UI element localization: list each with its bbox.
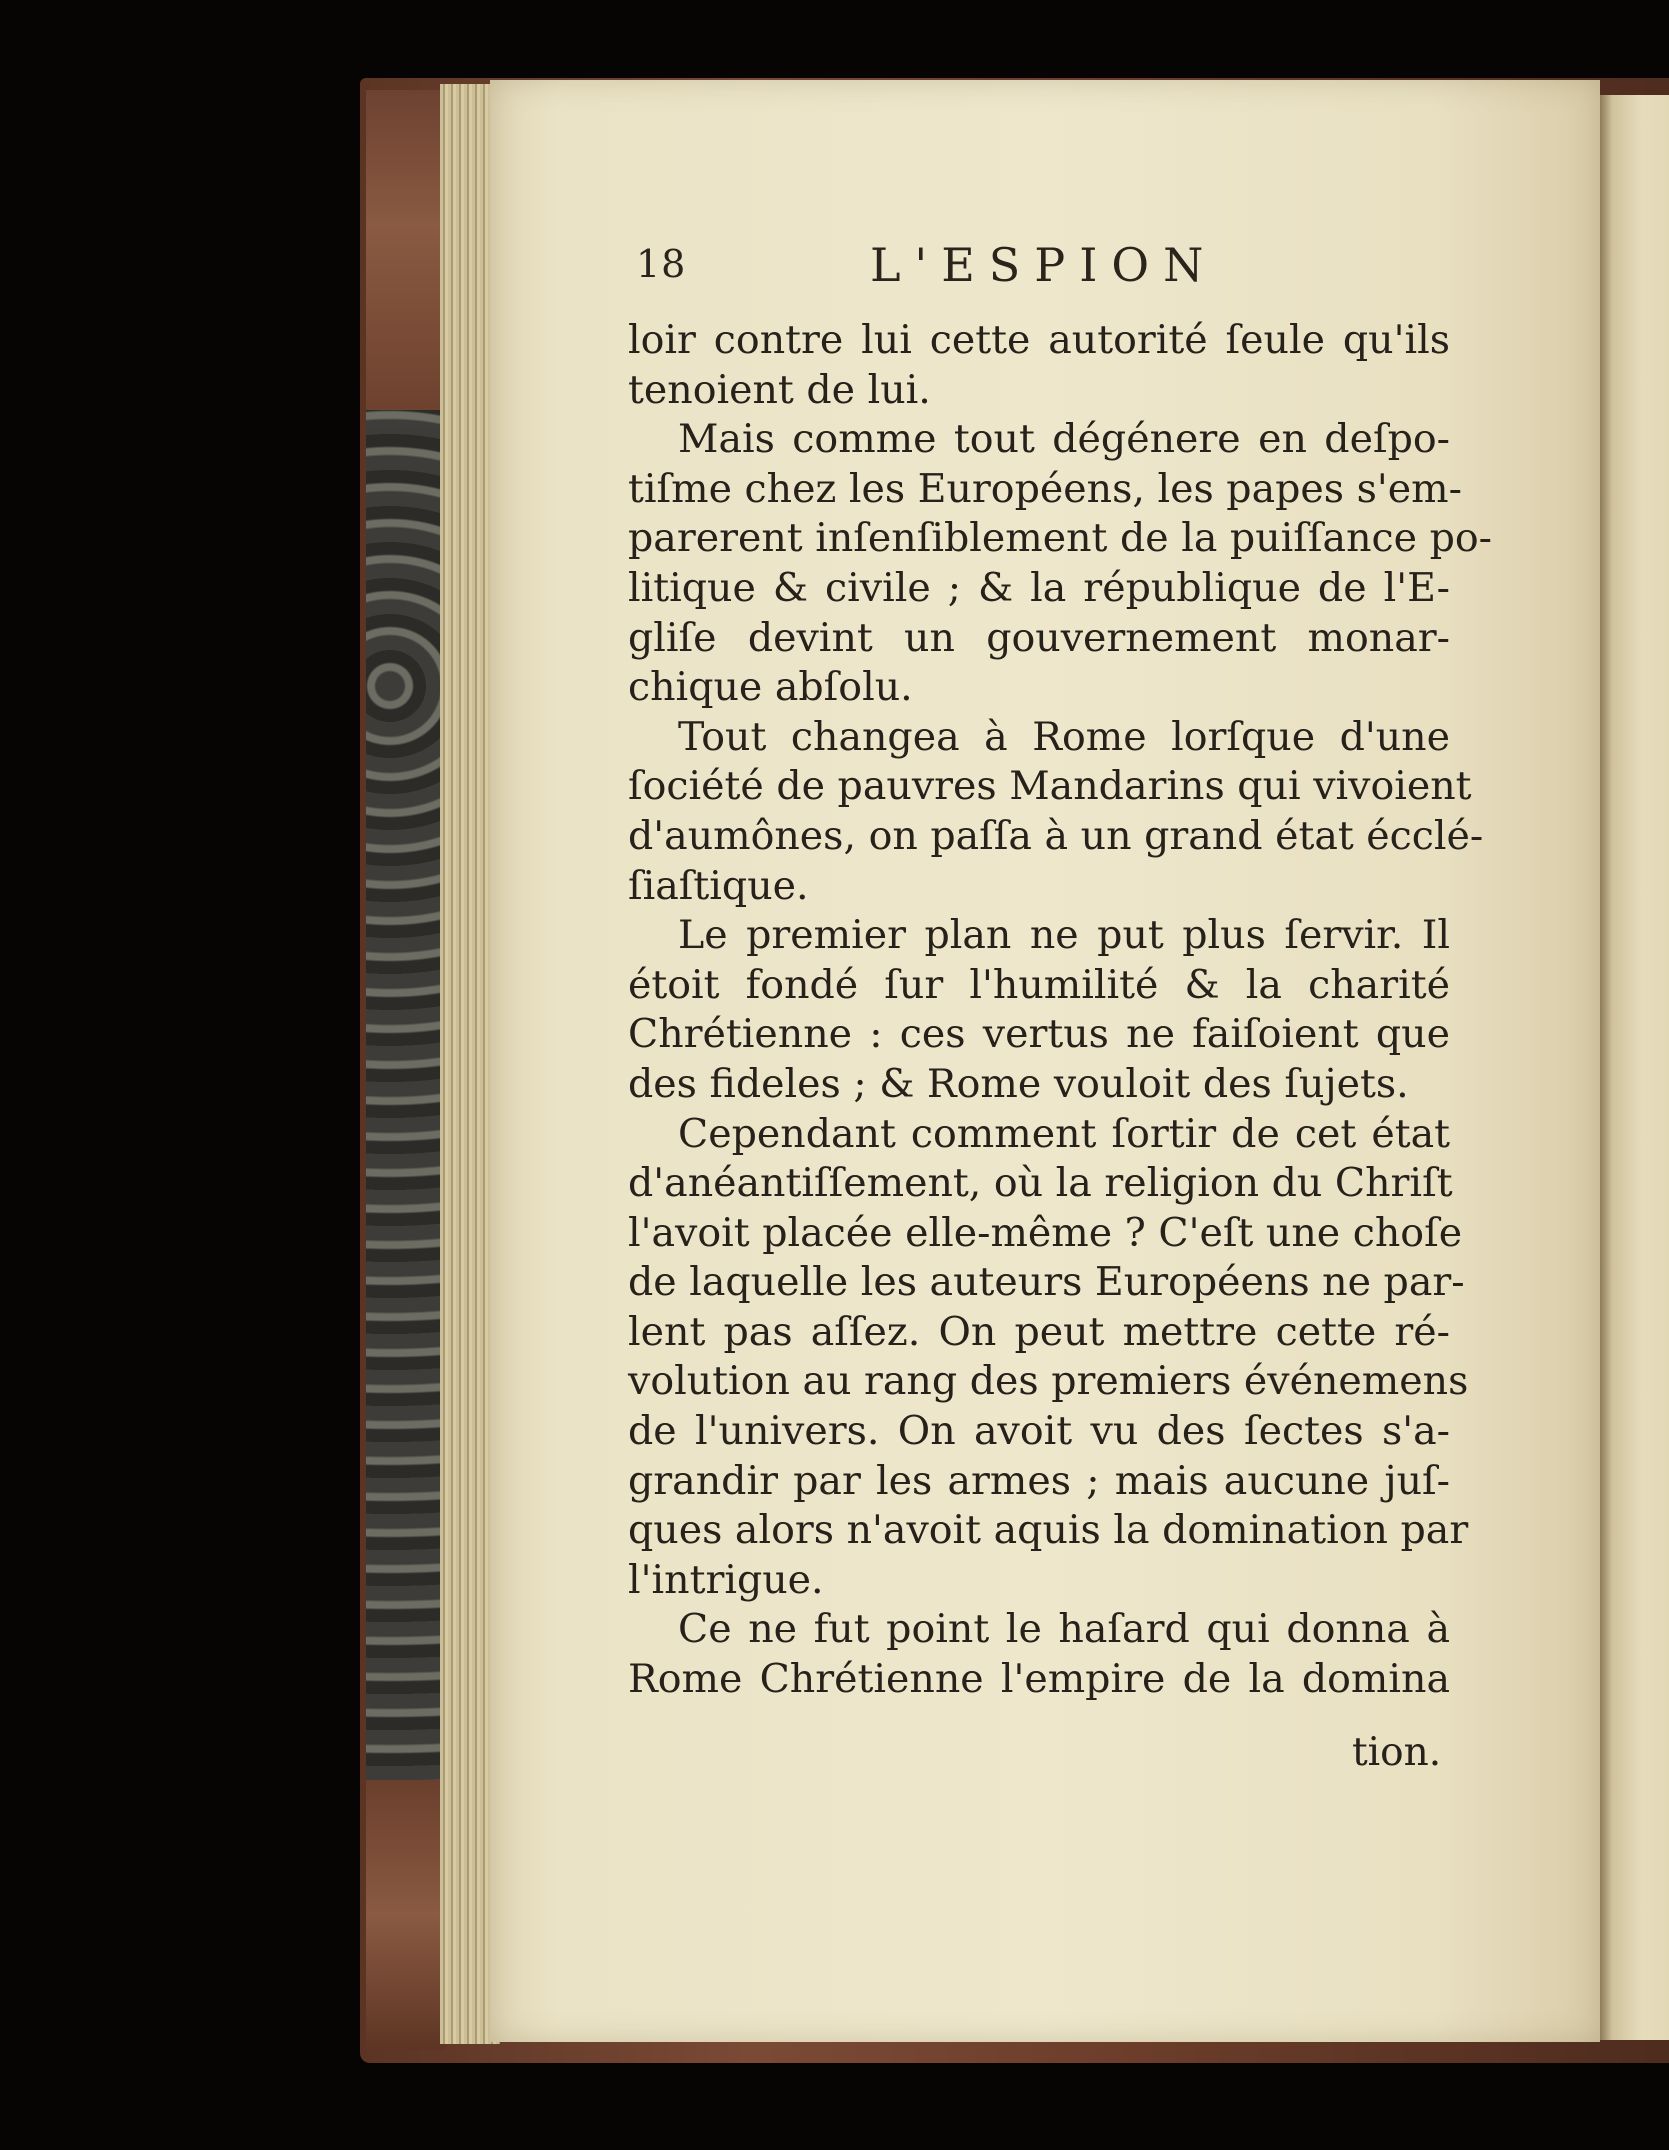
text-line: Cependant comment ſortir de cet état — [678, 1110, 1450, 1157]
text-line: Chrétienne : ces vertus ne faiſoient que — [628, 1011, 1450, 1058]
text-line: grandir par les armes ; mais aucune juſ- — [628, 1457, 1450, 1504]
leather-binding-top — [366, 90, 446, 430]
text-line: ſociété de pauvres Mandarins qui vivoient — [628, 763, 1472, 810]
text-line: Ce ne fut point le haſard qui donna à — [678, 1606, 1450, 1653]
text-line: volution au rang des premiers événemens — [628, 1358, 1469, 1405]
text-line: lent pas aſſez. On peut mettre cette ré- — [628, 1308, 1450, 1355]
text-line: d'anéantiſſement, où la religion du Chriſt — [628, 1160, 1453, 1207]
text-line: Mais comme tout dégénere en deſpo- — [678, 416, 1450, 463]
text-line: gliſe devint un gouvernement monar- — [628, 614, 1450, 661]
paragraph — [628, 1605, 1450, 1704]
text-line: ques alors n'avoit aquis la domination par — [628, 1507, 1469, 1554]
text-line: l'intrigue. — [628, 1556, 824, 1603]
leather-binding-bottom — [366, 1780, 446, 2050]
paragraph — [628, 1110, 1469, 1606]
paragraph — [628, 713, 1484, 911]
page-header — [636, 238, 1456, 302]
text-line: ſiaſtique. — [628, 862, 809, 909]
paragraph — [628, 415, 1492, 713]
text-line: étoit fondé ſur l'humilité & la charité — [628, 961, 1450, 1008]
text-line: tiſme chez les Européens, les papes s'em- — [628, 465, 1462, 512]
text-line: parerent inſenſiblement de la puiſſance po- — [628, 515, 1492, 562]
text-line: chique abſolu. — [628, 664, 913, 711]
paragraph — [628, 911, 1450, 1109]
body-text — [628, 316, 1492, 1705]
facing-page-edge — [1600, 95, 1669, 2040]
text-line: l'avoit placée elle-même ? C'eſt une choſe — [628, 1209, 1463, 1256]
text-line: loir contre lui cette autorité ſeule qu'ils — [628, 317, 1450, 363]
text-line: de laquelle les auteurs Européens ne par- — [628, 1259, 1465, 1306]
text-line: litique & civile ; & la république de l'E- — [628, 564, 1450, 611]
paragraph — [628, 316, 1450, 415]
page-number: 18 — [636, 242, 687, 286]
marbled-endpaper — [366, 410, 446, 1790]
text-line: d'aumônes, on paſſa à un grand état écclé- — [628, 812, 1484, 859]
text-line: Le premier plan ne put plus ſervir. Il — [678, 912, 1450, 959]
text-line: de l'univers. On avoit vu des ſectes s'a- — [628, 1408, 1450, 1455]
text-line: Rome Chrétienne l'empire de la domina — [628, 1656, 1450, 1703]
text-line: des fideles ; & Rome vouloit des ſujets. — [628, 1060, 1409, 1107]
catchword: tion. — [1352, 1730, 1442, 1775]
running-title: L'ESPION — [870, 238, 1218, 292]
text-line: Tout changea à Rome lorſque d'une — [678, 713, 1450, 760]
text-line: tenoient de lui. — [628, 366, 931, 413]
